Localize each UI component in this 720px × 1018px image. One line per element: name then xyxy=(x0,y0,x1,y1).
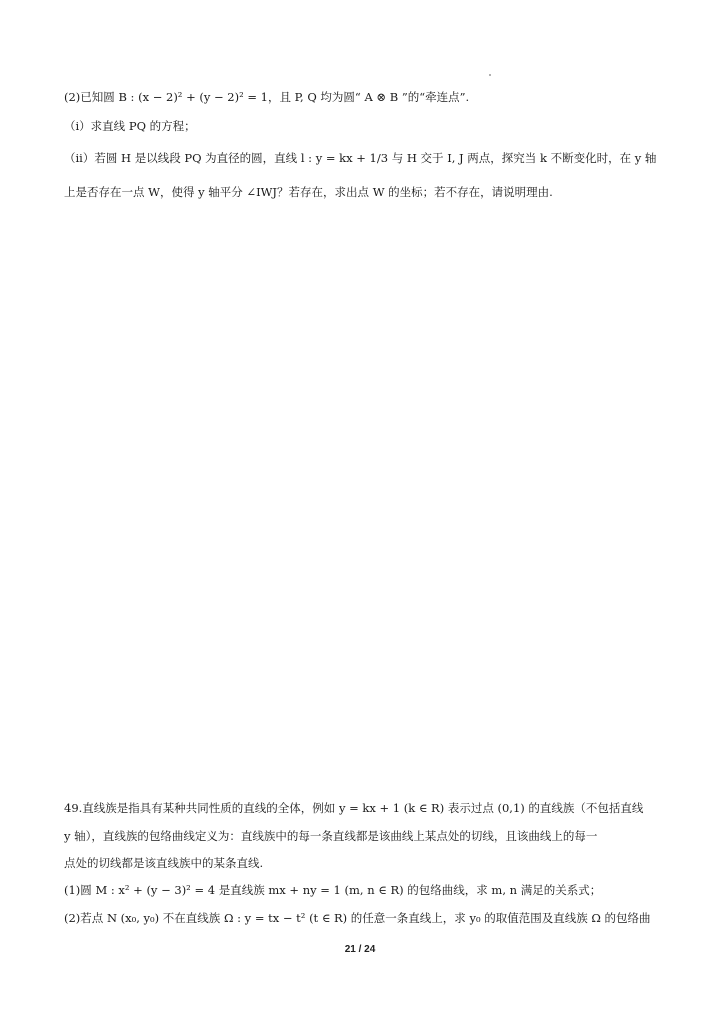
problem49-line2: y 轴），直线族的包络曲线定义为：直线族中的每一条直线都是该曲线上某点处的切线，且该曲线上的每一 xyxy=(64,829,598,843)
problem49-line3: 点处的切线都是该直线族中的某条直线. xyxy=(64,856,264,870)
part2-sub-i: （i）求直线 PQ 的方程； xyxy=(64,119,196,133)
part2-question-line: (2)已知圆 B : (x − 2)² + (y − 2)² = 1，且 P, Q 均为圆“ A ⊗ B ”的“牵连点”. xyxy=(64,90,470,104)
problem49-line1: 49.直线族是指具有某种共同性质的直线的全体，例如 y = kx + 1 (k ∈ R) 表示过点 (0,1) 的直线族（不包括直线 xyxy=(64,801,644,815)
problem49-part2: (2)若点 N (x₀, y₀) 不在直线族 Ω : y = tx − t² (t ∈ R) 的任意一条直线上，求 y₀ 的取值范围及直线族 Ω 的包络曲 xyxy=(64,911,651,925)
problem49-part1: (1)圆 M : x² + (y − 3)² = 4 是直线族 mx + ny = 1 (m, n ∈ R) 的包络曲线，求 m, n 满足的关系式； xyxy=(64,883,602,897)
part2-sub-ii-line1: （ii）若圆 H 是以线段 PQ 为直径的圆，直线 l : y = kx + 1/3 与 H 交于 I, J 两点，探究当 k 不断变化时，在 y 轴 xyxy=(64,151,657,165)
part2-sub-ii-line2: 上是否存在一点 W，使得 y 轴平分 ∠IWJ？若存在，求出点 W 的坐标；若不存在，请说明理由. xyxy=(64,185,553,199)
page-number: 21 / 24 xyxy=(344,944,376,955)
page-dot-mark xyxy=(489,74,491,76)
